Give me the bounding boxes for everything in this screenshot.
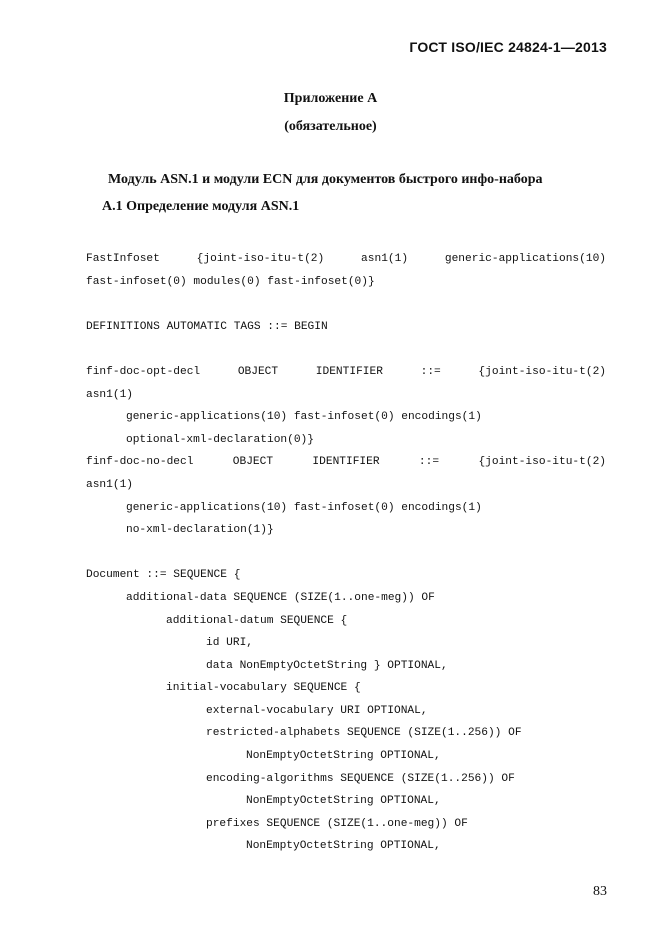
- section-title: Модуль ASN.1 и модули ECN для документов быстрого инфо-набора: [108, 172, 543, 187]
- code-line: finf-doc-no-decl OBJECT IDENTIFIER ::= {joint-iso-itu-t(2): [86, 456, 606, 469]
- code-line: FastInfoset {joint-iso-itu-t(2) asn1(1) generic-applications(10): [86, 253, 606, 265]
- code-line: optional-xml-declaration(0)}: [126, 433, 314, 446]
- annex-title: Приложение А: [283, 91, 378, 106]
- annex-type: (обязательное): [284, 119, 377, 134]
- code-line: [86, 293, 606, 316]
- code-line: initial-vocabulary SEQUENCE {: [166, 682, 361, 695]
- code-line: generic-applications(10) fast-infoset(0) encodings(1): [126, 501, 482, 514]
- document-header: ГОСТ ISO/IEC 24824-1—2013: [409, 39, 607, 55]
- code-line: generic-applications(10) fast-infoset(0) encodings(1): [126, 411, 482, 424]
- code-line: Document ::= SEQUENCE {: [86, 569, 241, 582]
- code-line: encoding-algorithms SEQUENCE (SIZE(1..256)) OF: [206, 772, 515, 785]
- code-line: fast-infoset(0) modules(0) fast-infoset(0)}: [86, 275, 375, 288]
- code-line: no-xml-declaration(1)}: [126, 524, 274, 537]
- code-line: DEFINITIONS AUTOMATIC TAGS ::= BEGIN: [86, 320, 328, 333]
- code-line: restricted-alphabets SEQUENCE (SIZE(1..256)) OF: [206, 727, 522, 740]
- code-line: additional-data SEQUENCE (SIZE(1..one-meg)) OF: [126, 591, 435, 604]
- code-line: NonEmptyOctetString OPTIONAL,: [246, 795, 441, 808]
- asn1-code-block: [86, 248, 606, 858]
- code-line: data NonEmptyOctetString } OPTIONAL,: [206, 659, 448, 672]
- code-line: id URI,: [206, 637, 253, 650]
- code-line: asn1(1): [86, 388, 133, 401]
- code-line: [86, 338, 606, 361]
- code-line: asn1(1): [86, 478, 133, 491]
- code-line: prefixes SEQUENCE (SIZE(1..one-meg)) OF: [206, 817, 468, 830]
- code-line: additional-datum SEQUENCE {: [166, 614, 348, 627]
- page-number: 83: [593, 884, 607, 899]
- code-line: finf-doc-opt-decl OBJECT IDENTIFIER ::= {joint-iso-itu-t(2): [86, 365, 606, 378]
- subsection-title: А.1 Определение модуля ASN.1: [102, 199, 300, 214]
- code-line: external-vocabulary URI OPTIONAL,: [206, 704, 428, 717]
- code-line: NonEmptyOctetString OPTIONAL,: [246, 840, 441, 853]
- code-line: NonEmptyOctetString OPTIONAL,: [246, 750, 441, 763]
- code-line: [86, 542, 606, 565]
